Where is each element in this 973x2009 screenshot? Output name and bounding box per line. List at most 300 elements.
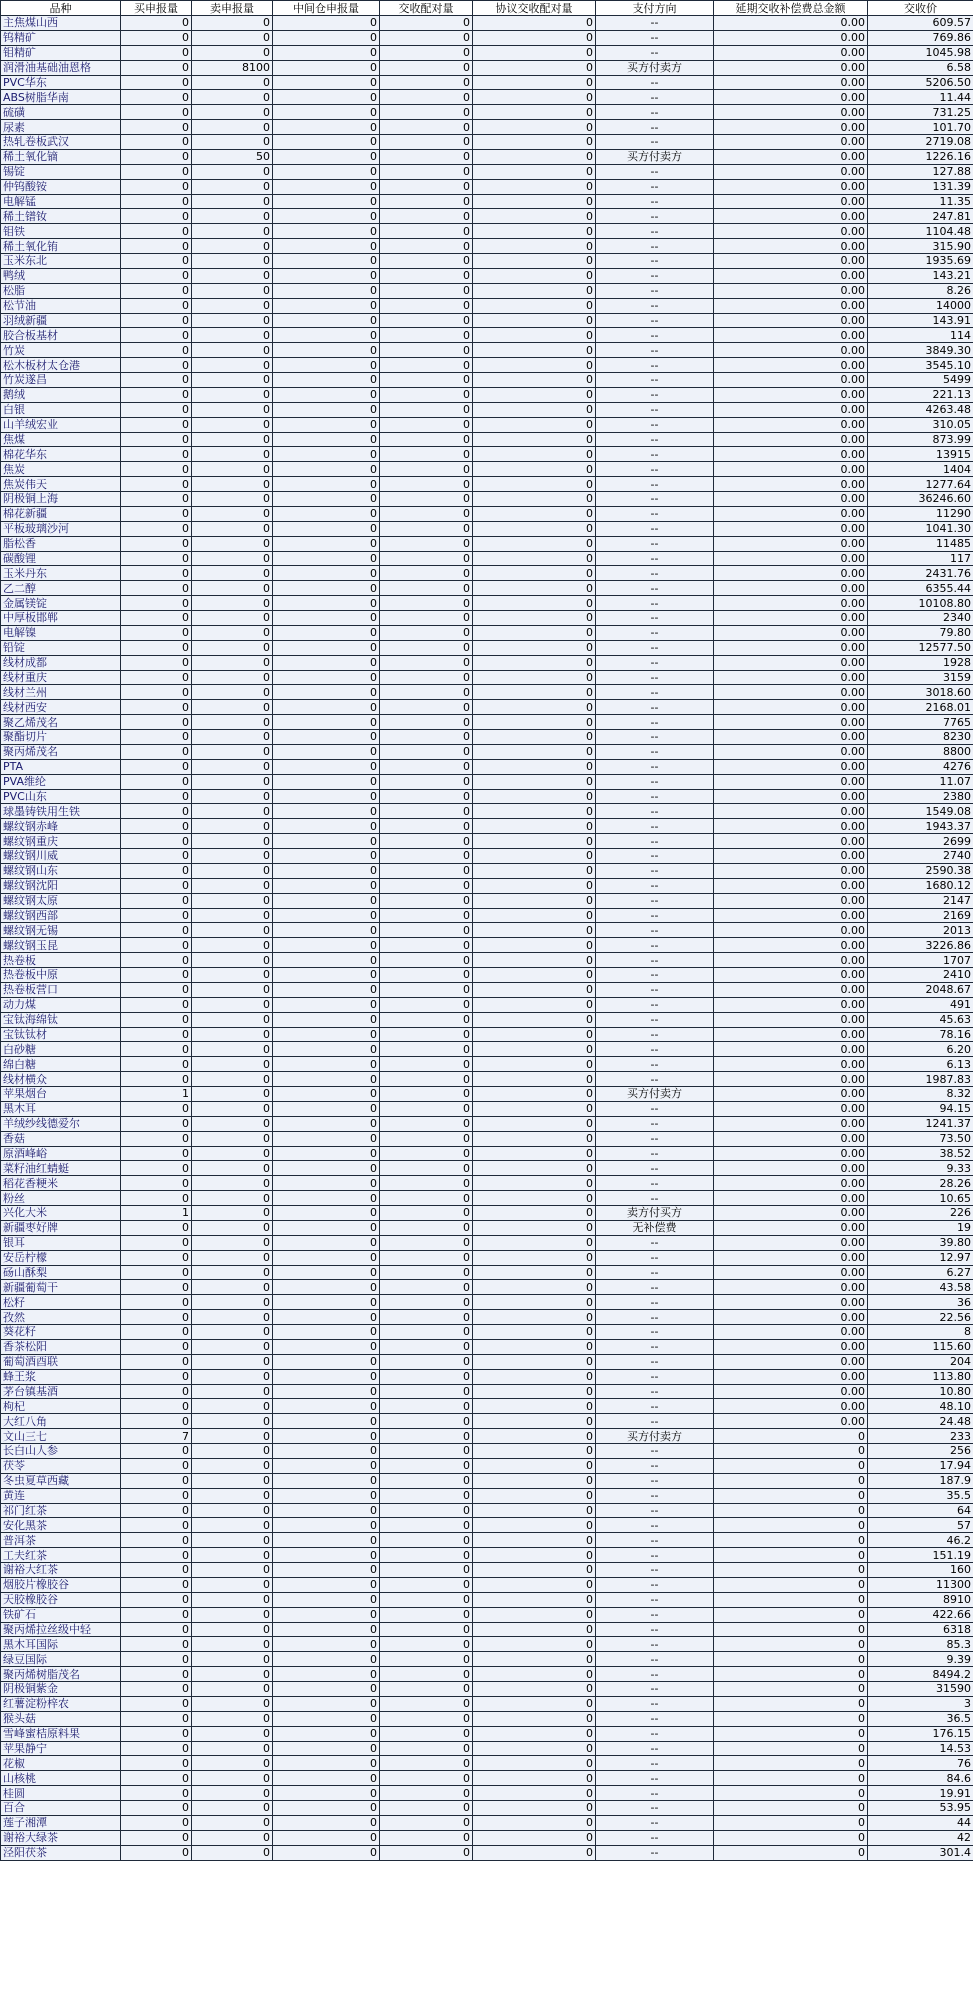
variety-cell: 香菇: [1, 1131, 121, 1146]
variety-cell: 玉米丹东: [1, 566, 121, 581]
agreement-matched-cell: 0: [473, 492, 596, 507]
table-row: [1, 982, 973, 997]
variety-cell: 红薯淀粉梓农: [1, 1696, 121, 1711]
payment-direction-cell: --: [596, 1756, 714, 1771]
payment-direction-cell: --: [596, 328, 714, 343]
buy-declared-cell: 0: [121, 1384, 192, 1399]
buy-declared-cell: 0: [121, 1042, 192, 1057]
compensation-total-cell: 0.00: [714, 105, 868, 120]
variety-cell: 枸杞: [1, 1399, 121, 1414]
agreement-matched-cell: 0: [473, 60, 596, 75]
matched-qty-cell: 0: [380, 670, 473, 685]
buy-declared-cell: 0: [121, 328, 192, 343]
intermediate-declared-cell: 0: [273, 1250, 380, 1265]
compensation-total-cell: 0: [714, 1756, 868, 1771]
sell-declared-cell: 0: [192, 1176, 273, 1191]
sell-declared-cell: 0: [192, 1518, 273, 1533]
buy-declared-cell: 0: [121, 60, 192, 75]
sell-declared-cell: 0: [192, 611, 273, 626]
sell-declared-cell: 0: [192, 1548, 273, 1563]
intermediate-declared-cell: 0: [273, 164, 380, 179]
agreement-matched-cell: 0: [473, 1592, 596, 1607]
matched-qty-cell: 0: [380, 1131, 473, 1146]
intermediate-declared-cell: 0: [273, 1072, 380, 1087]
compensation-total-cell: 0: [714, 1488, 868, 1503]
matched-qty-cell: 0: [380, 1652, 473, 1667]
buy-declared-cell: 0: [121, 611, 192, 626]
agreement-matched-cell: 0: [473, 1726, 596, 1741]
buy-declared-cell: 0: [121, 655, 192, 670]
intermediate-declared-cell: 0: [273, 1577, 380, 1592]
agreement-matched-cell: 0: [473, 521, 596, 536]
intermediate-declared-cell: 0: [273, 774, 380, 789]
sell-declared-cell: 0: [192, 387, 273, 402]
payment-direction-cell: --: [596, 759, 714, 774]
buy-declared-cell: 0: [121, 536, 192, 551]
compensation-total-cell: 0.00: [714, 819, 868, 834]
buy-declared-cell: 0: [121, 923, 192, 938]
agreement-matched-cell: 0: [473, 834, 596, 849]
buy-declared-cell: 0: [121, 30, 192, 45]
buy-declared-cell: 0: [121, 1682, 192, 1697]
sell-declared-cell: 0: [192, 834, 273, 849]
delivery-price-cell: 226: [868, 1206, 973, 1221]
payment-direction-cell: --: [596, 1577, 714, 1592]
sell-declared-cell: 0: [192, 30, 273, 45]
buy-declared-cell: 0: [121, 819, 192, 834]
table-row: [1, 224, 973, 239]
matched-qty-cell: 0: [380, 477, 473, 492]
variety-cell: 棉花新疆: [1, 506, 121, 521]
matched-qty-cell: 0: [380, 1146, 473, 1161]
variety-cell: 平板玻璃沙河: [1, 521, 121, 536]
variety-cell: 松木板材太仓港: [1, 358, 121, 373]
buy-declared-cell: 0: [121, 1592, 192, 1607]
delivery-price-cell: 491: [868, 997, 973, 1012]
intermediate-declared-cell: 0: [273, 596, 380, 611]
variety-cell: 胶合板基材: [1, 328, 121, 343]
delivery-price-cell: 57: [868, 1518, 973, 1533]
table-row: [1, 1191, 973, 1206]
table-row: [1, 60, 973, 75]
agreement-matched-cell: 0: [473, 938, 596, 953]
delivery-price-cell: 9.33: [868, 1161, 973, 1176]
buy-declared-cell: 0: [121, 90, 192, 105]
intermediate-declared-cell: 0: [273, 1473, 380, 1488]
delivery-price-cell: 1226.16: [868, 149, 973, 164]
matched-qty-cell: 0: [380, 1027, 473, 1042]
payment-direction-cell: --: [596, 1027, 714, 1042]
buy-declared-cell: 0: [121, 209, 192, 224]
table-row: [1, 1325, 973, 1340]
payment-direction-cell: --: [596, 120, 714, 135]
variety-cell: PVC山东: [1, 789, 121, 804]
compensation-total-cell: 0.00: [714, 477, 868, 492]
delivery-price-cell: 8494.2: [868, 1667, 973, 1682]
matched-qty-cell: 0: [380, 1518, 473, 1533]
variety-cell: 钼精矿: [1, 45, 121, 60]
sell-declared-cell: 0: [192, 1667, 273, 1682]
sell-declared-cell: 0: [192, 670, 273, 685]
payment-direction-cell: --: [596, 1652, 714, 1667]
variety-cell: 碳酸锂: [1, 551, 121, 566]
agreement-matched-cell: 0: [473, 105, 596, 120]
intermediate-declared-cell: 0: [273, 819, 380, 834]
compensation-total-cell: 0: [714, 1444, 868, 1459]
variety-cell: 阴极铜紫金: [1, 1682, 121, 1697]
agreement-matched-cell: 0: [473, 551, 596, 566]
agreement-matched-cell: 0: [473, 968, 596, 983]
delivery-price-cell: 6355.44: [868, 581, 973, 596]
variety-cell: 主焦煤山西: [1, 16, 121, 31]
intermediate-declared-cell: 0: [273, 1042, 380, 1057]
agreement-matched-cell: 0: [473, 1622, 596, 1637]
table-row: [1, 1741, 973, 1756]
delivery-price-cell: 315.90: [868, 239, 973, 254]
payment-direction-cell: --: [596, 596, 714, 611]
matched-qty-cell: 0: [380, 611, 473, 626]
delivery-price-cell: 76: [868, 1756, 973, 1771]
buy-declared-cell: 0: [121, 1295, 192, 1310]
compensation-total-cell: 0.00: [714, 1161, 868, 1176]
payment-direction-cell: --: [596, 789, 714, 804]
agreement-matched-cell: 0: [473, 536, 596, 551]
agreement-matched-cell: 0: [473, 1414, 596, 1429]
compensation-total-cell: 0.00: [714, 447, 868, 462]
delivery-price-cell: 160: [868, 1563, 973, 1578]
variety-cell: 花椒: [1, 1756, 121, 1771]
delivery-price-cell: 5499: [868, 373, 973, 388]
variety-cell: 稀土氧化铕: [1, 239, 121, 254]
variety-cell: 阴极铜上海: [1, 492, 121, 507]
intermediate-declared-cell: 0: [273, 387, 380, 402]
matched-qty-cell: 0: [380, 819, 473, 834]
matched-qty-cell: 0: [380, 953, 473, 968]
compensation-total-cell: 0.00: [714, 581, 868, 596]
sell-declared-cell: 0: [192, 1577, 273, 1592]
compensation-total-cell: 0: [714, 1458, 868, 1473]
table-row: [1, 700, 973, 715]
buy-declared-cell: 0: [121, 16, 192, 31]
delivery-price-cell: 44: [868, 1815, 973, 1830]
compensation-total-cell: 0.00: [714, 1265, 868, 1280]
compensation-total-cell: 0.00: [714, 254, 868, 269]
buy-declared-cell: 0: [121, 1280, 192, 1295]
delivery-price-cell: 10.65: [868, 1191, 973, 1206]
compensation-total-cell: 0.00: [714, 700, 868, 715]
sell-declared-cell: 0: [192, 551, 273, 566]
delivery-price-cell: 35.5: [868, 1488, 973, 1503]
compensation-total-cell: 0.00: [714, 75, 868, 90]
table-row: [1, 358, 973, 373]
table-row: [1, 1354, 973, 1369]
table-row: [1, 492, 973, 507]
variety-cell: 祁门红茶: [1, 1503, 121, 1518]
delivery-price-cell: 31590: [868, 1682, 973, 1697]
intermediate-declared-cell: 0: [273, 343, 380, 358]
delivery-price-cell: 2048.67: [868, 982, 973, 997]
compensation-total-cell: 0.00: [714, 908, 868, 923]
payment-direction-cell: --: [596, 982, 714, 997]
delivery-price-cell: 2013: [868, 923, 973, 938]
payment-direction-cell: --: [596, 893, 714, 908]
intermediate-declared-cell: 0: [273, 1696, 380, 1711]
table-row: [1, 804, 973, 819]
agreement-matched-cell: 0: [473, 1667, 596, 1682]
buy-declared-cell: 0: [121, 1116, 192, 1131]
delivery-price-cell: 11.35: [868, 194, 973, 209]
matched-qty-cell: 0: [380, 30, 473, 45]
sell-declared-cell: 0: [192, 1726, 273, 1741]
compensation-total-cell: 0.00: [714, 60, 868, 75]
table-row: [1, 45, 973, 60]
intermediate-declared-cell: 0: [273, 1503, 380, 1518]
delivery-price-cell: 247.81: [868, 209, 973, 224]
buy-declared-cell: 7: [121, 1429, 192, 1444]
delivery-price-cell: 78.16: [868, 1027, 973, 1042]
delivery-price-cell: 24.48: [868, 1414, 973, 1429]
buy-declared-cell: 0: [121, 1637, 192, 1652]
variety-cell: 茅台镇基酒: [1, 1384, 121, 1399]
table-row: [1, 1652, 973, 1667]
variety-cell: 竹炭: [1, 343, 121, 358]
payment-direction-cell: --: [596, 849, 714, 864]
intermediate-declared-cell: 0: [273, 1012, 380, 1027]
matched-qty-cell: 0: [380, 90, 473, 105]
buy-declared-cell: 1: [121, 1206, 192, 1221]
sell-declared-cell: 0: [192, 1399, 273, 1414]
compensation-total-cell: 0.00: [714, 968, 868, 983]
delivery-price-cell: 7765: [868, 715, 973, 730]
delivery-price-cell: 1987.83: [868, 1072, 973, 1087]
variety-cell: 钨精矿: [1, 30, 121, 45]
compensation-total-cell: 0.00: [714, 1354, 868, 1369]
matched-qty-cell: 0: [380, 1488, 473, 1503]
matched-qty-cell: 0: [380, 358, 473, 373]
agreement-matched-cell: 0: [473, 1518, 596, 1533]
delivery-price-cell: 45.63: [868, 1012, 973, 1027]
intermediate-declared-cell: 0: [273, 1652, 380, 1667]
buy-declared-cell: 0: [121, 1667, 192, 1682]
sell-declared-cell: 0: [192, 1845, 273, 1860]
compensation-total-cell: 0.00: [714, 462, 868, 477]
agreement-matched-cell: 0: [473, 1637, 596, 1652]
table-row: [1, 1682, 973, 1697]
agreement-matched-cell: 0: [473, 1384, 596, 1399]
sell-declared-cell: 0: [192, 730, 273, 745]
matched-qty-cell: 0: [380, 551, 473, 566]
delivery-price-cell: 53.95: [868, 1801, 973, 1816]
compensation-total-cell: 0.00: [714, 224, 868, 239]
compensation-total-cell: 0: [714, 1741, 868, 1756]
col-header-delivery-price: 交收价: [868, 1, 973, 16]
variety-cell: 动力煤: [1, 997, 121, 1012]
buy-declared-cell: 0: [121, 715, 192, 730]
buy-declared-cell: 0: [121, 1339, 192, 1354]
delivery-price-cell: 2410: [868, 968, 973, 983]
matched-qty-cell: 0: [380, 938, 473, 953]
compensation-total-cell: 0.00: [714, 1072, 868, 1087]
buy-declared-cell: 0: [121, 700, 192, 715]
agreement-matched-cell: 0: [473, 30, 596, 45]
matched-qty-cell: 0: [380, 1384, 473, 1399]
intermediate-declared-cell: 0: [273, 685, 380, 700]
sell-declared-cell: 0: [192, 774, 273, 789]
payment-direction-cell: --: [596, 477, 714, 492]
delivery-price-cell: 1943.37: [868, 819, 973, 834]
buy-declared-cell: 0: [121, 908, 192, 923]
matched-qty-cell: 0: [380, 596, 473, 611]
table-row: [1, 834, 973, 849]
intermediate-declared-cell: 0: [273, 432, 380, 447]
buy-declared-cell: 0: [121, 149, 192, 164]
matched-qty-cell: 0: [380, 1622, 473, 1637]
buy-declared-cell: 0: [121, 105, 192, 120]
delivery-price-cell: 28.26: [868, 1176, 973, 1191]
buy-declared-cell: 0: [121, 1756, 192, 1771]
payment-direction-cell: --: [596, 1711, 714, 1726]
intermediate-declared-cell: 0: [273, 1830, 380, 1845]
compensation-total-cell: 0.00: [714, 893, 868, 908]
delivery-price-cell: 6.27: [868, 1265, 973, 1280]
agreement-matched-cell: 0: [473, 1087, 596, 1102]
sell-declared-cell: 0: [192, 492, 273, 507]
intermediate-declared-cell: 0: [273, 536, 380, 551]
variety-cell: 螺纹钢重庆: [1, 834, 121, 849]
delivery-price-cell: 12.97: [868, 1250, 973, 1265]
buy-declared-cell: 0: [121, 670, 192, 685]
buy-declared-cell: 0: [121, 804, 192, 819]
delivery-price-cell: 2590.38: [868, 863, 973, 878]
buy-declared-cell: 0: [121, 239, 192, 254]
table-row: [1, 1384, 973, 1399]
compensation-total-cell: 0.00: [714, 1146, 868, 1161]
sell-declared-cell: 0: [192, 1310, 273, 1325]
delivery-price-cell: 204: [868, 1354, 973, 1369]
sell-declared-cell: 0: [192, 447, 273, 462]
matched-qty-cell: 0: [380, 432, 473, 447]
matched-qty-cell: 0: [380, 1548, 473, 1563]
matched-qty-cell: 0: [380, 1310, 473, 1325]
sell-declared-cell: 0: [192, 209, 273, 224]
matched-qty-cell: 0: [380, 581, 473, 596]
matched-qty-cell: 0: [380, 209, 473, 224]
intermediate-declared-cell: 0: [273, 611, 380, 626]
table-row: [1, 968, 973, 983]
variety-cell: PVA维纶: [1, 774, 121, 789]
payment-direction-cell: --: [596, 863, 714, 878]
variety-cell: 苹果静宁: [1, 1741, 121, 1756]
buy-declared-cell: 0: [121, 1741, 192, 1756]
delivery-price-cell: 127.88: [868, 164, 973, 179]
payment-direction-cell: --: [596, 923, 714, 938]
matched-qty-cell: 0: [380, 16, 473, 31]
sell-declared-cell: 0: [192, 1072, 273, 1087]
sell-declared-cell: 0: [192, 1116, 273, 1131]
matched-qty-cell: 0: [380, 1637, 473, 1652]
delivery-price-cell: 94.15: [868, 1101, 973, 1116]
intermediate-declared-cell: 0: [273, 1176, 380, 1191]
matched-qty-cell: 0: [380, 521, 473, 536]
payment-direction-cell: --: [596, 90, 714, 105]
payment-direction-cell: --: [596, 1176, 714, 1191]
compensation-total-cell: 0.00: [714, 164, 868, 179]
matched-qty-cell: 0: [380, 1101, 473, 1116]
table-row: [1, 774, 973, 789]
sell-declared-cell: 0: [192, 432, 273, 447]
agreement-matched-cell: 0: [473, 477, 596, 492]
table-row: [1, 611, 973, 626]
intermediate-declared-cell: 0: [273, 581, 380, 596]
matched-qty-cell: 0: [380, 75, 473, 90]
payment-direction-cell: --: [596, 283, 714, 298]
matched-qty-cell: 0: [380, 283, 473, 298]
variety-cell: 长白山人参: [1, 1444, 121, 1459]
table-row: [1, 1726, 973, 1741]
sell-declared-cell: 0: [192, 45, 273, 60]
buy-declared-cell: 0: [121, 1607, 192, 1622]
agreement-matched-cell: 0: [473, 1444, 596, 1459]
agreement-matched-cell: 0: [473, 759, 596, 774]
matched-qty-cell: 0: [380, 149, 473, 164]
sell-declared-cell: 0: [192, 819, 273, 834]
table-row: [1, 1533, 973, 1548]
buy-declared-cell: 0: [121, 1250, 192, 1265]
table-row: [1, 239, 973, 254]
buy-declared-cell: 0: [121, 1726, 192, 1741]
agreement-matched-cell: 0: [473, 685, 596, 700]
table-row: [1, 149, 973, 164]
compensation-total-cell: 0.00: [714, 120, 868, 135]
intermediate-declared-cell: 0: [273, 908, 380, 923]
payment-direction-cell: --: [596, 1845, 714, 1860]
matched-qty-cell: 0: [380, 1503, 473, 1518]
matched-qty-cell: 0: [380, 60, 473, 75]
matched-qty-cell: 0: [380, 759, 473, 774]
agreement-matched-cell: 0: [473, 1235, 596, 1250]
payment-direction-cell: --: [596, 268, 714, 283]
sell-declared-cell: 0: [192, 804, 273, 819]
agreement-matched-cell: 0: [473, 16, 596, 31]
variety-cell: 松节油: [1, 298, 121, 313]
delivery-price-cell: 36: [868, 1295, 973, 1310]
payment-direction-cell: --: [596, 640, 714, 655]
payment-direction-cell: --: [596, 1191, 714, 1206]
intermediate-declared-cell: 0: [273, 1444, 380, 1459]
matched-qty-cell: 0: [380, 1176, 473, 1191]
delivery-price-cell: 46.2: [868, 1533, 973, 1548]
matched-qty-cell: 0: [380, 135, 473, 150]
compensation-total-cell: 0.00: [714, 1250, 868, 1265]
compensation-total-cell: 0.00: [714, 863, 868, 878]
intermediate-declared-cell: 0: [273, 1815, 380, 1830]
table-row: [1, 387, 973, 402]
sell-declared-cell: 0: [192, 1607, 273, 1622]
compensation-total-cell: 0: [714, 1682, 868, 1697]
compensation-total-cell: 0.00: [714, 343, 868, 358]
table-row: [1, 997, 973, 1012]
variety-cell: 绵白糖: [1, 1057, 121, 1072]
buy-declared-cell: 0: [121, 849, 192, 864]
agreement-matched-cell: 0: [473, 1310, 596, 1325]
compensation-total-cell: 0.00: [714, 1295, 868, 1310]
table-row: [1, 90, 973, 105]
payment-direction-cell: --: [596, 655, 714, 670]
delivery-price-cell: 187.9: [868, 1473, 973, 1488]
payment-direction-cell: --: [596, 1503, 714, 1518]
variety-cell: 百合: [1, 1801, 121, 1816]
table-row: [1, 1012, 973, 1027]
